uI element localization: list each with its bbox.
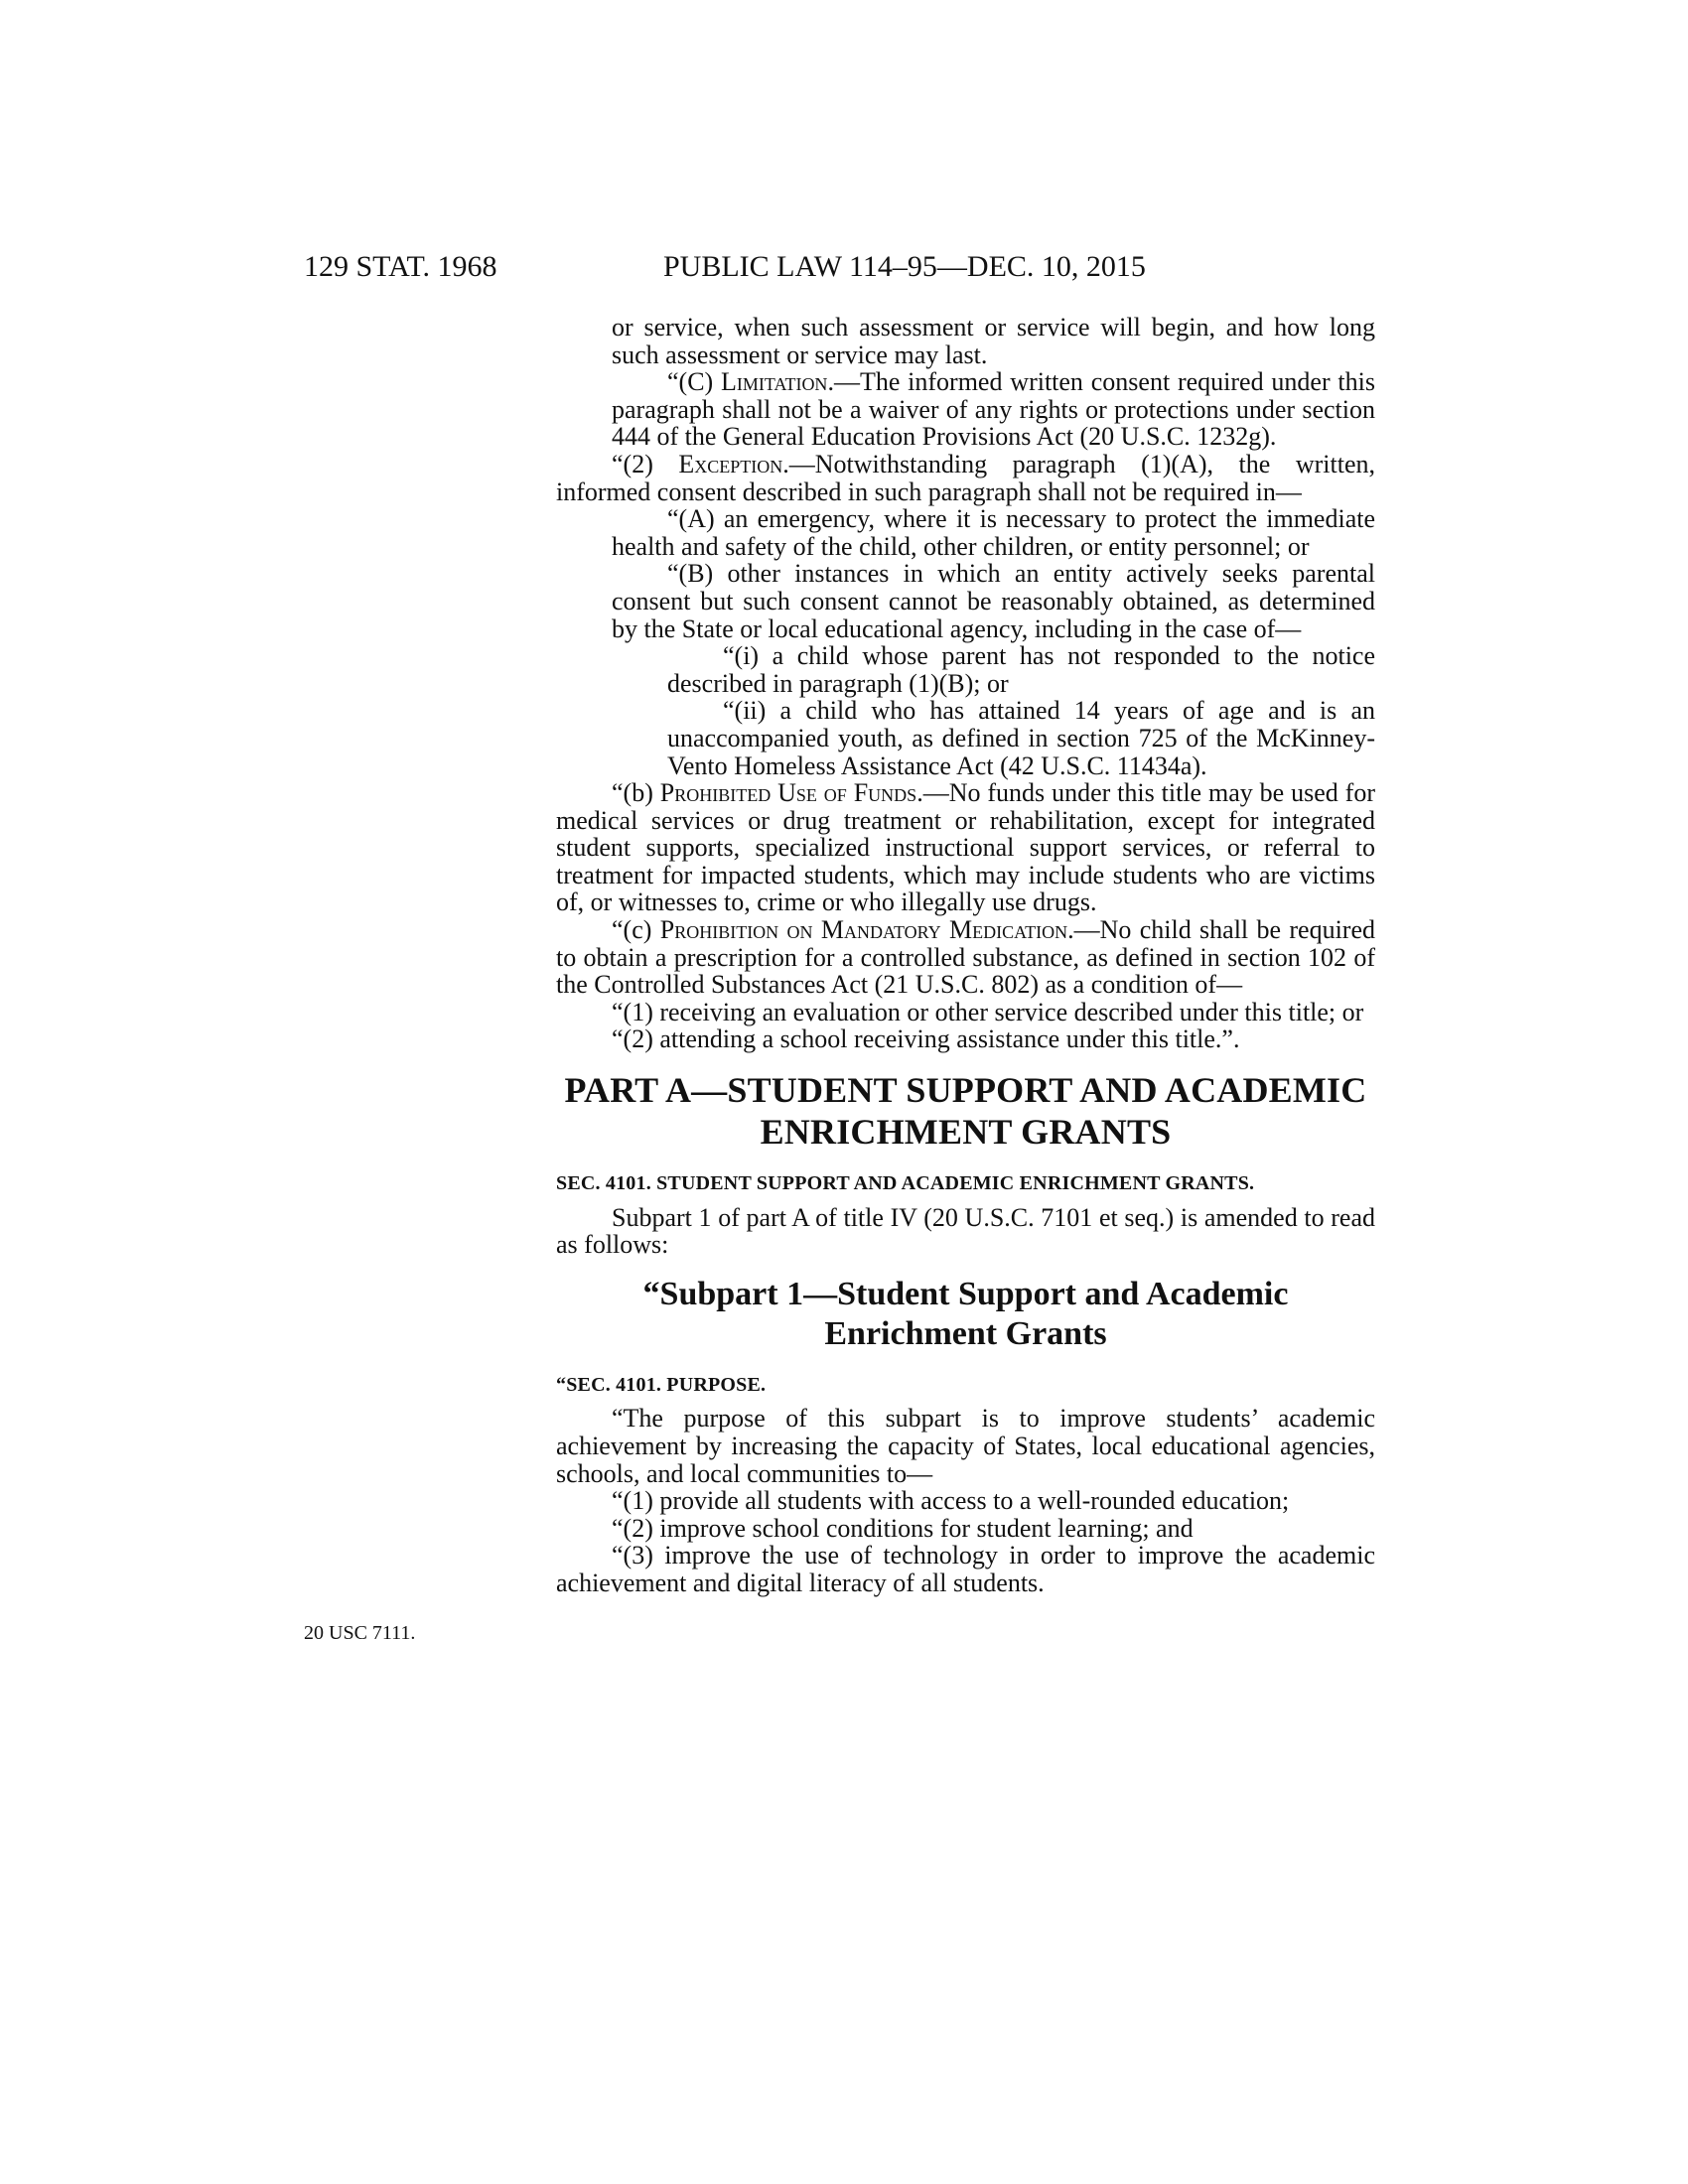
paragraph-exception bbox=[556, 451, 1375, 505]
document-body bbox=[556, 314, 1375, 1597]
part-heading: PART A—STUDENT SUPPORT AND ACADEMIC ENRICHMENT GRANTS bbox=[564, 1070, 1367, 1153]
subsection-b bbox=[556, 779, 1375, 916]
paragraph-continuation: or service, when such assessment or service will begin, and how long such assessment or service may last. bbox=[612, 313, 1375, 369]
paragraph-caption: Prohibited Use of Funds bbox=[659, 778, 917, 808]
paragraph-number: “(2) bbox=[612, 449, 679, 478]
clause-ii: “(ii) a child who has attained 14 years of age and is an unaccompanied youth, as defined in section 725 of the McKinney-Vento Homeless Assistance Act (42 U.S.C. 11434a). bbox=[667, 696, 1375, 780]
paragraph-text: .—Notwithstanding paragraph (1)(A), the written, informed consent described in such paragraph shall not be required in— bbox=[556, 449, 1375, 506]
purpose-item-3: “(3) improve the use of technology in order to improve the academic achievement and digital literacy of all students. bbox=[556, 1541, 1375, 1597]
paragraph-text: .—No funds under this title may be used for medical services or drug treatment or rehabilitation, except for integrated student supports, specialized instructional support services, or referral to treatment for impacted students, which may include students who are victims of, or witnesses to, crime or who illegally use drugs. bbox=[556, 778, 1375, 917]
purpose-heading: “SEC. 4101. PURPOSE. bbox=[556, 1373, 767, 1396]
subsection-c bbox=[556, 916, 1375, 999]
purpose-item-2: “(2) improve school conditions for student learning; and bbox=[612, 1513, 1194, 1543]
paragraph-limitation bbox=[556, 368, 1375, 451]
purpose-item-1: “(1) provide all students with access to a well-rounded education; bbox=[612, 1486, 1290, 1516]
clause-i: “(i) a child whose parent has not responded to the notice described in paragraph (1)(B); or bbox=[667, 641, 1375, 698]
paragraph-number: “(c) bbox=[612, 915, 660, 945]
page-law-header: PUBLIC LAW 114–95—DEC. 10, 2015 bbox=[663, 250, 1146, 283]
item-1: “(1) receiving an evaluation or other service described under this title; or bbox=[612, 997, 1364, 1026]
subparagraph-a: “(A) an emergency, where it is necessary to protect the immediate health and safety of the child, other children, or entity personnel; or bbox=[612, 504, 1375, 561]
paragraph-text: .—The informed written consent required under this paragraph shall not be a waiver of any rights or protections under section 444 of the General Education Provisions Act (20 U.S.C. 1232g). bbox=[612, 367, 1375, 452]
paragraph-text: .—No child shall be required to obtain a prescription for a controlled substance, as defined in section 102 of the Controlled Substances Act (21 U.S.C. 802) as a condition of— bbox=[556, 915, 1375, 1000]
usc-margin-note: 20 USC 7111. bbox=[304, 1622, 416, 1644]
page-stat-header: 129 STAT. 1968 bbox=[304, 250, 497, 283]
item-2: “(2) attending a school receiving assistance under this title.”. bbox=[612, 1024, 1240, 1054]
section-heading: SEC. 4101. STUDENT SUPPORT AND ACADEMIC ENRICHMENT GRANTS. bbox=[556, 1172, 1255, 1195]
subpart-heading: “Subpart 1—Student Support and Academic Enrichment Grants bbox=[642, 1275, 1289, 1352]
paragraph-caption: Exception bbox=[678, 449, 783, 478]
subparagraph-b: “(B) other instances in which an entity actively seeks parental consent but such consent cannot be reasonably obtained, as determined by the State or local educational agency, including in the case of— bbox=[612, 559, 1375, 643]
paragraph-number: “(C) bbox=[667, 367, 722, 397]
paragraph-caption: Prohibition on Mandatory Medication bbox=[659, 915, 1068, 945]
amendment-intro: Subpart 1 of part A of title IV (20 U.S.C. 7101 et seq.) is amended to read as follows: bbox=[556, 1202, 1375, 1260]
purpose-paragraph: “The purpose of this subpart is to improve students’ academic achievement by increasing the capacity of States, local educational agencies, schools, and local communities to— bbox=[556, 1404, 1375, 1488]
paragraph-caption: Limitation bbox=[721, 367, 828, 397]
paragraph-number: “(b) bbox=[612, 778, 660, 808]
